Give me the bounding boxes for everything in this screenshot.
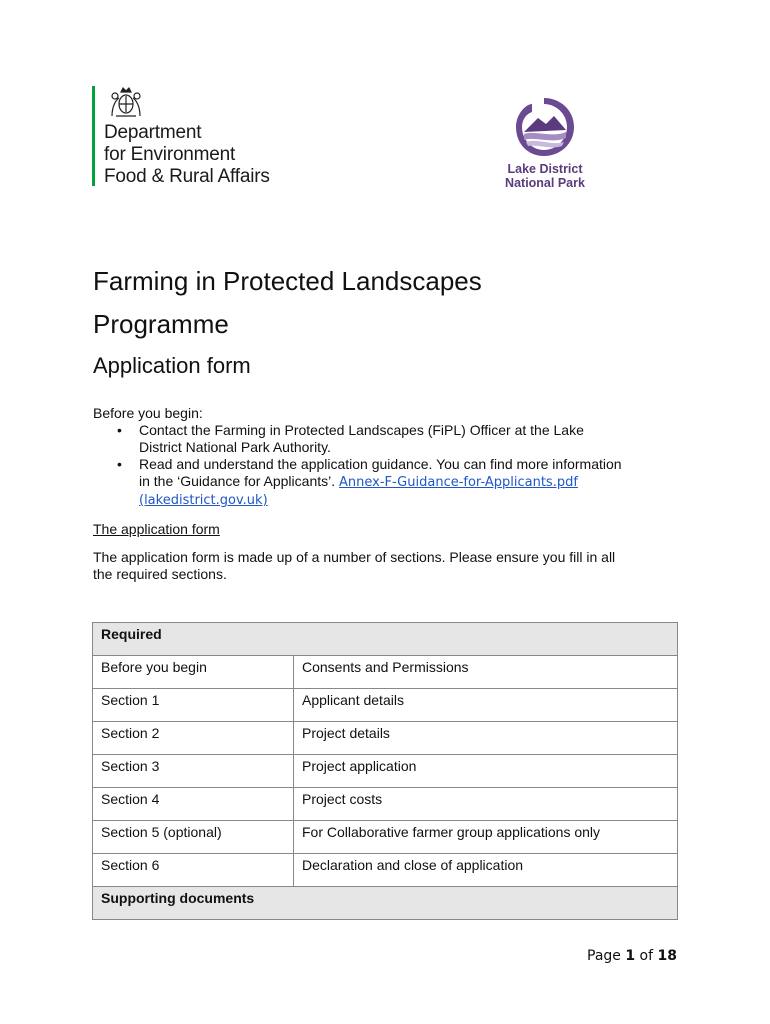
bullet-icon: • bbox=[117, 422, 122, 438]
required-sections-table bbox=[92, 622, 678, 920]
table-row bbox=[93, 689, 678, 722]
instruction-list bbox=[93, 422, 693, 509]
ldnp-line: National Park bbox=[505, 176, 585, 190]
table-row bbox=[93, 755, 678, 788]
ldnp-line: Lake District bbox=[507, 162, 583, 176]
lake-district-logo bbox=[500, 96, 600, 196]
document-subtitle: Application form bbox=[93, 353, 251, 378]
table-row bbox=[93, 854, 678, 887]
document-title: Farming in Protected Landscapes bbox=[93, 266, 482, 296]
guidance-pdf-link-domain[interactable]: (lakedistrict.gov.uk) bbox=[139, 493, 268, 508]
lake-district-wordmark bbox=[500, 162, 590, 190]
content-cell: Applicant details bbox=[294, 689, 678, 722]
table-row bbox=[93, 788, 678, 821]
table-row bbox=[93, 821, 678, 854]
supporting-documents-header: Supporting documents bbox=[93, 887, 678, 920]
defra-logo bbox=[92, 86, 312, 188]
required-header: Required bbox=[93, 623, 678, 656]
bullet-icon: • bbox=[117, 456, 122, 472]
defra-line: for Environment bbox=[104, 144, 236, 165]
table-row bbox=[93, 656, 678, 689]
defra-green-bar bbox=[92, 86, 95, 186]
intro-paragraph: The application form is made up of a number of sections. Please ensure you fill in all the required sections. bbox=[93, 549, 616, 582]
section-cell: Section 2 bbox=[93, 722, 294, 755]
content-cell: Declaration and close of application bbox=[294, 854, 678, 887]
content-cell: Project application bbox=[294, 755, 678, 788]
section-cell: Section 4 bbox=[93, 788, 294, 821]
section-cell: Section 3 bbox=[93, 755, 294, 788]
defra-line: Food & Rural Affairs bbox=[104, 166, 270, 187]
current-page: 1 bbox=[625, 948, 636, 964]
table-header-row bbox=[93, 623, 678, 656]
section-cell: Section 5 (optional) bbox=[93, 821, 294, 854]
section-cell: Section 1 bbox=[93, 689, 294, 722]
content-cell: Project costs bbox=[294, 788, 678, 821]
mountain-lake-emblem-icon bbox=[512, 96, 576, 158]
section-cell: Before you begin bbox=[93, 656, 294, 689]
list-item: • Contact the Farming in Protected Landscapes (FiPL) Officer at the Lake District National Park Authority. bbox=[117, 422, 584, 455]
before-you-begin-label: Before you begin: bbox=[93, 405, 203, 421]
royal-crest-icon bbox=[108, 86, 144, 118]
application-form-heading: The application form bbox=[93, 521, 220, 537]
content-cell: Consents and Permissions bbox=[294, 656, 678, 689]
table-footer-row bbox=[93, 887, 678, 920]
page-number: Page 1 of 18 bbox=[587, 948, 677, 964]
content-cell: For Collaborative farmer group applications only bbox=[294, 821, 678, 854]
defra-wordmark bbox=[104, 122, 270, 188]
content-cell: Project details bbox=[294, 722, 678, 755]
total-pages: 18 bbox=[657, 948, 677, 964]
table-row bbox=[93, 722, 678, 755]
defra-line: Department bbox=[104, 122, 202, 143]
document-title-continued: Programme bbox=[93, 309, 229, 339]
guidance-pdf-link[interactable]: Annex-F-Guidance-for-Applicants.pdf bbox=[339, 475, 578, 490]
section-cell: Section 6 bbox=[93, 854, 294, 887]
list-item: • Read and understand the application guidance. You can find more information in the ‘Guidance for Applicants’. Annex-F-Guidance-for-Applicants.pdf (lakedistrict.gov.uk) bbox=[117, 456, 622, 508]
